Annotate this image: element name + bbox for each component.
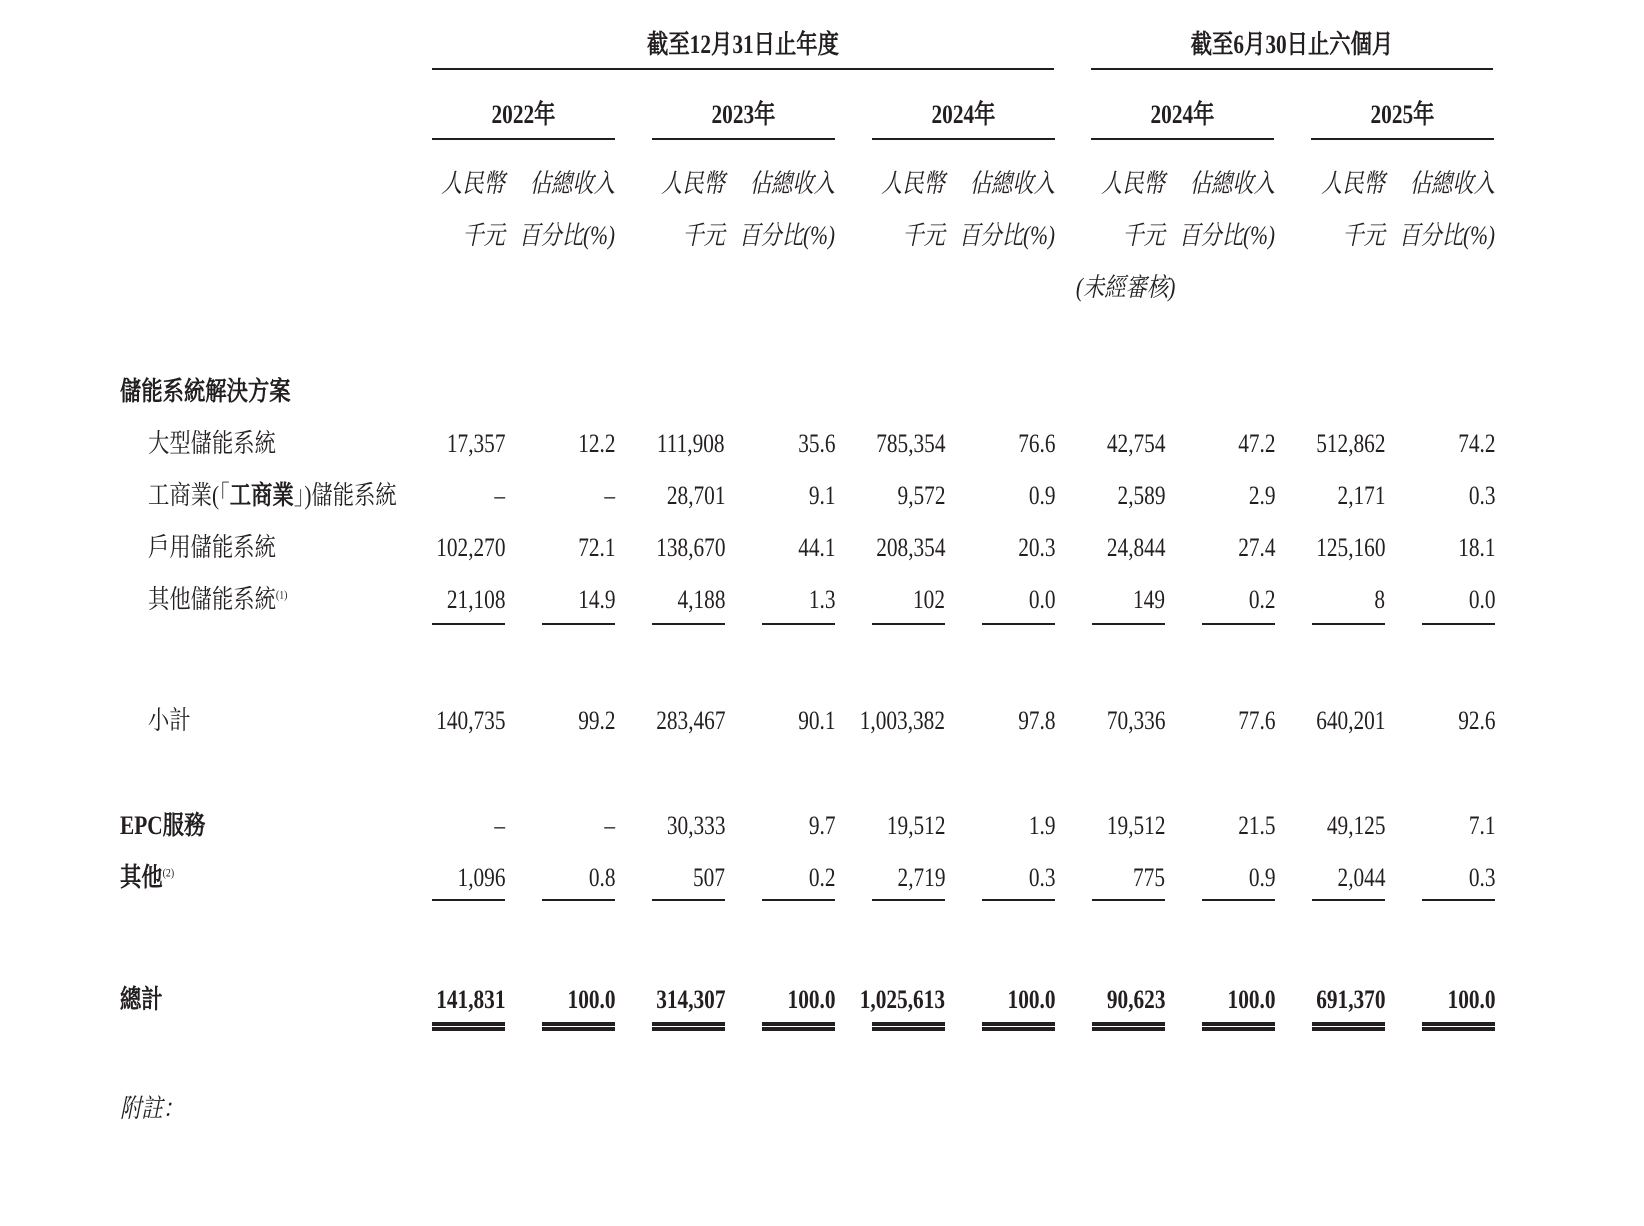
cell-ci-storage: – — [494, 481, 505, 510]
cell-large-storage: 12.2 — [577, 429, 615, 458]
year-2024-half: 2024年 — [1150, 100, 1215, 129]
row-label-ci-storage: 工商業(「工商業」)儲能系統 — [148, 481, 397, 510]
cell-total: 90,623 — [1106, 985, 1165, 1014]
subtotal-rule — [652, 899, 725, 901]
cell-total: 100.0 — [567, 985, 615, 1014]
cell-other-storage: 4,188 — [677, 585, 725, 614]
cell-other-storage: 102 — [913, 585, 945, 614]
cell-ci-storage: 9,572 — [897, 481, 945, 510]
cell-others: 0.2 — [808, 863, 835, 892]
total-double-rule — [1422, 1022, 1495, 1031]
cell-subtotal: 70,336 — [1106, 706, 1165, 735]
cell-household-storage: 44.1 — [797, 533, 835, 562]
cell-large-storage: 111,908 — [657, 429, 725, 458]
year-rule — [652, 138, 835, 140]
subtotal-rule — [1422, 623, 1495, 625]
cell-large-storage: 74.2 — [1457, 429, 1495, 458]
cell-large-storage: 512,862 — [1315, 429, 1385, 458]
subtotal-rule — [542, 899, 615, 901]
cell-total: 141,831 — [435, 985, 505, 1014]
unit-thousand: 千元 — [902, 221, 945, 250]
cell-subtotal: 97.8 — [1017, 706, 1055, 735]
row-label-other-storage: 其他儲能系統$^{(1)}$ — [148, 585, 288, 614]
cell-subtotal: 90.1 — [797, 706, 835, 735]
unit-percentage: 百分比(%) — [739, 221, 835, 250]
subtotal-rule — [652, 623, 725, 625]
cell-large-storage: 76.6 — [1017, 429, 1055, 458]
unit-thousand: 千元 — [1342, 221, 1385, 250]
unit-rmb: 人民幣 — [441, 169, 505, 198]
cell-epc-services: 30,333 — [666, 811, 725, 840]
subtotal-rule — [762, 623, 835, 625]
cell-household-storage: 20.3 — [1017, 533, 1055, 562]
cell-others: 2,044 — [1337, 863, 1385, 892]
subtotal-rule — [1312, 899, 1385, 901]
total-double-rule — [1202, 1022, 1275, 1031]
header-half-year: 截至6月30日止六個月 — [1190, 30, 1394, 59]
cell-ci-storage: 0.3 — [1468, 481, 1495, 510]
total-double-rule — [982, 1022, 1055, 1031]
unit-percentage: 百分比(%) — [1179, 221, 1275, 250]
cell-household-storage: 102,270 — [435, 533, 505, 562]
year-2023: 2023年 — [711, 100, 776, 129]
cell-household-storage: 138,670 — [655, 533, 725, 562]
cell-others: 0.8 — [588, 863, 615, 892]
total-double-rule — [1092, 1022, 1165, 1031]
cell-household-storage: 125,160 — [1315, 533, 1385, 562]
cell-others: 0.3 — [1468, 863, 1495, 892]
cell-other-storage: 21,108 — [446, 585, 505, 614]
subtotal-rule — [872, 623, 945, 625]
cell-ci-storage: 9.1 — [808, 481, 835, 510]
subtotal-rule — [1092, 899, 1165, 901]
cell-epc-services: 19,512 — [886, 811, 945, 840]
cell-other-storage: 14.9 — [577, 585, 615, 614]
row-label-subtotal: 小計 — [148, 706, 191, 735]
notes-label: 附註： — [120, 1094, 184, 1123]
cell-other-storage: 0.0 — [1468, 585, 1495, 614]
cell-ci-storage: 28,701 — [666, 481, 725, 510]
year-rule — [872, 138, 1055, 140]
cell-other-storage: 1.3 — [808, 585, 835, 614]
subtotal-rule — [982, 899, 1055, 901]
cell-others: 2,719 — [897, 863, 945, 892]
cell-large-storage: 42,754 — [1106, 429, 1165, 458]
cell-subtotal: 99.2 — [577, 706, 615, 735]
row-label-others: 其他$^{(2)}$ — [120, 863, 175, 892]
cell-subtotal: 1,003,382 — [859, 706, 945, 735]
row-label-household-storage: 戶用儲能系統 — [148, 533, 276, 562]
cell-others: 0.3 — [1028, 863, 1055, 892]
cell-subtotal: 640,201 — [1315, 706, 1385, 735]
total-double-rule — [542, 1022, 615, 1031]
subtotal-rule — [982, 623, 1055, 625]
cell-others: 1,096 — [457, 863, 505, 892]
year-rule — [1311, 138, 1494, 140]
subtotal-rule — [542, 623, 615, 625]
subtotal-rule — [1312, 623, 1385, 625]
unit-revenue-share: 佔總收入 — [969, 169, 1055, 198]
unit-rmb: 人民幣 — [661, 169, 725, 198]
cell-others: 0.9 — [1248, 863, 1275, 892]
row-label-total: 總計 — [120, 985, 163, 1014]
year-2025-half: 2025年 — [1370, 100, 1435, 129]
cell-subtotal: 140,735 — [435, 706, 505, 735]
subtotal-rule — [1202, 623, 1275, 625]
unit-thousand: 千元 — [462, 221, 505, 250]
cell-epc-services: 19,512 — [1106, 811, 1165, 840]
cell-total: 100.0 — [1447, 985, 1495, 1014]
cell-large-storage: 47.2 — [1237, 429, 1275, 458]
unit-thousand: 千元 — [682, 221, 725, 250]
total-double-rule — [762, 1022, 835, 1031]
subtotal-rule — [432, 623, 505, 625]
unit-rmb: 人民幣 — [881, 169, 945, 198]
subtotal-rule — [1202, 899, 1275, 901]
row-label-epc-services: EPC服務 — [120, 811, 206, 840]
cell-household-storage: 27.4 — [1237, 533, 1275, 562]
cell-epc-services: 49,125 — [1326, 811, 1385, 840]
cell-large-storage: 35.6 — [797, 429, 835, 458]
header-annual: 截至12月31日止年度 — [647, 30, 839, 59]
row-label-large-storage: 大型儲能系統 — [148, 429, 276, 458]
cell-household-storage: 18.1 — [1457, 533, 1495, 562]
cell-other-storage: 0.2 — [1248, 585, 1275, 614]
cell-epc-services: 1.9 — [1028, 811, 1055, 840]
total-double-rule — [432, 1022, 505, 1031]
total-double-rule — [872, 1022, 945, 1031]
cell-total: 100.0 — [787, 985, 835, 1014]
unit-revenue-share: 佔總收入 — [529, 169, 615, 198]
cell-household-storage: 72.1 — [577, 533, 615, 562]
cell-epc-services: – — [494, 811, 505, 840]
cell-epc-services: 7.1 — [1468, 811, 1495, 840]
cell-ci-storage: 2.9 — [1248, 481, 1275, 510]
unit-rmb: 人民幣 — [1321, 169, 1385, 198]
cell-ci-storage: – — [604, 481, 615, 510]
cell-epc-services: 9.7 — [808, 811, 835, 840]
cell-epc-services: 21.5 — [1237, 811, 1275, 840]
unit-thousand: 千元 — [1122, 221, 1165, 250]
unaudited-note: (未經審核) — [1075, 273, 1175, 302]
subtotal-rule — [1422, 899, 1495, 901]
unit-percentage: 百分比(%) — [519, 221, 615, 250]
cell-total: 314,307 — [655, 985, 725, 1014]
subtotal-rule — [762, 899, 835, 901]
year-2024: 2024年 — [931, 100, 996, 129]
year-rule — [1091, 138, 1274, 140]
cell-ci-storage: 0.9 — [1028, 481, 1055, 510]
cell-large-storage: 17,357 — [446, 429, 505, 458]
cell-total: 100.0 — [1007, 985, 1055, 1014]
unit-revenue-share: 佔總收入 — [1409, 169, 1495, 198]
unit-revenue-share: 佔總收入 — [749, 169, 835, 198]
cell-others: 775 — [1133, 863, 1165, 892]
unit-percentage: 百分比(%) — [1399, 221, 1495, 250]
unit-rmb: 人民幣 — [1101, 169, 1165, 198]
unit-revenue-share: 佔總收入 — [1189, 169, 1275, 198]
total-double-rule — [1312, 1022, 1385, 1031]
year-2022: 2022年 — [491, 100, 556, 129]
cell-household-storage: 208,354 — [875, 533, 945, 562]
cell-household-storage: 24,844 — [1106, 533, 1165, 562]
header-annual-rule — [432, 68, 1054, 70]
cell-subtotal: 92.6 — [1457, 706, 1495, 735]
cell-other-storage: 149 — [1133, 585, 1165, 614]
cell-epc-services: – — [604, 811, 615, 840]
cell-other-storage: 8 — [1374, 585, 1385, 614]
cell-large-storage: 785,354 — [875, 429, 945, 458]
cell-total: 1,025,613 — [859, 985, 945, 1014]
cell-ci-storage: 2,171 — [1337, 481, 1385, 510]
section-storage-solutions: 儲能系統解決方案 — [120, 377, 291, 406]
total-double-rule — [652, 1022, 725, 1031]
subtotal-rule — [432, 899, 505, 901]
cell-total: 100.0 — [1227, 985, 1275, 1014]
cell-total: 691,370 — [1315, 985, 1385, 1014]
header-half-rule — [1091, 68, 1493, 70]
subtotal-rule — [872, 899, 945, 901]
unit-percentage: 百分比(%) — [959, 221, 1055, 250]
cell-subtotal: 283,467 — [655, 706, 725, 735]
subtotal-rule — [1092, 623, 1165, 625]
cell-ci-storage: 2,589 — [1117, 481, 1165, 510]
cell-other-storage: 0.0 — [1028, 585, 1055, 614]
cell-subtotal: 77.6 — [1237, 706, 1275, 735]
cell-others: 507 — [693, 863, 725, 892]
year-rule — [432, 138, 615, 140]
